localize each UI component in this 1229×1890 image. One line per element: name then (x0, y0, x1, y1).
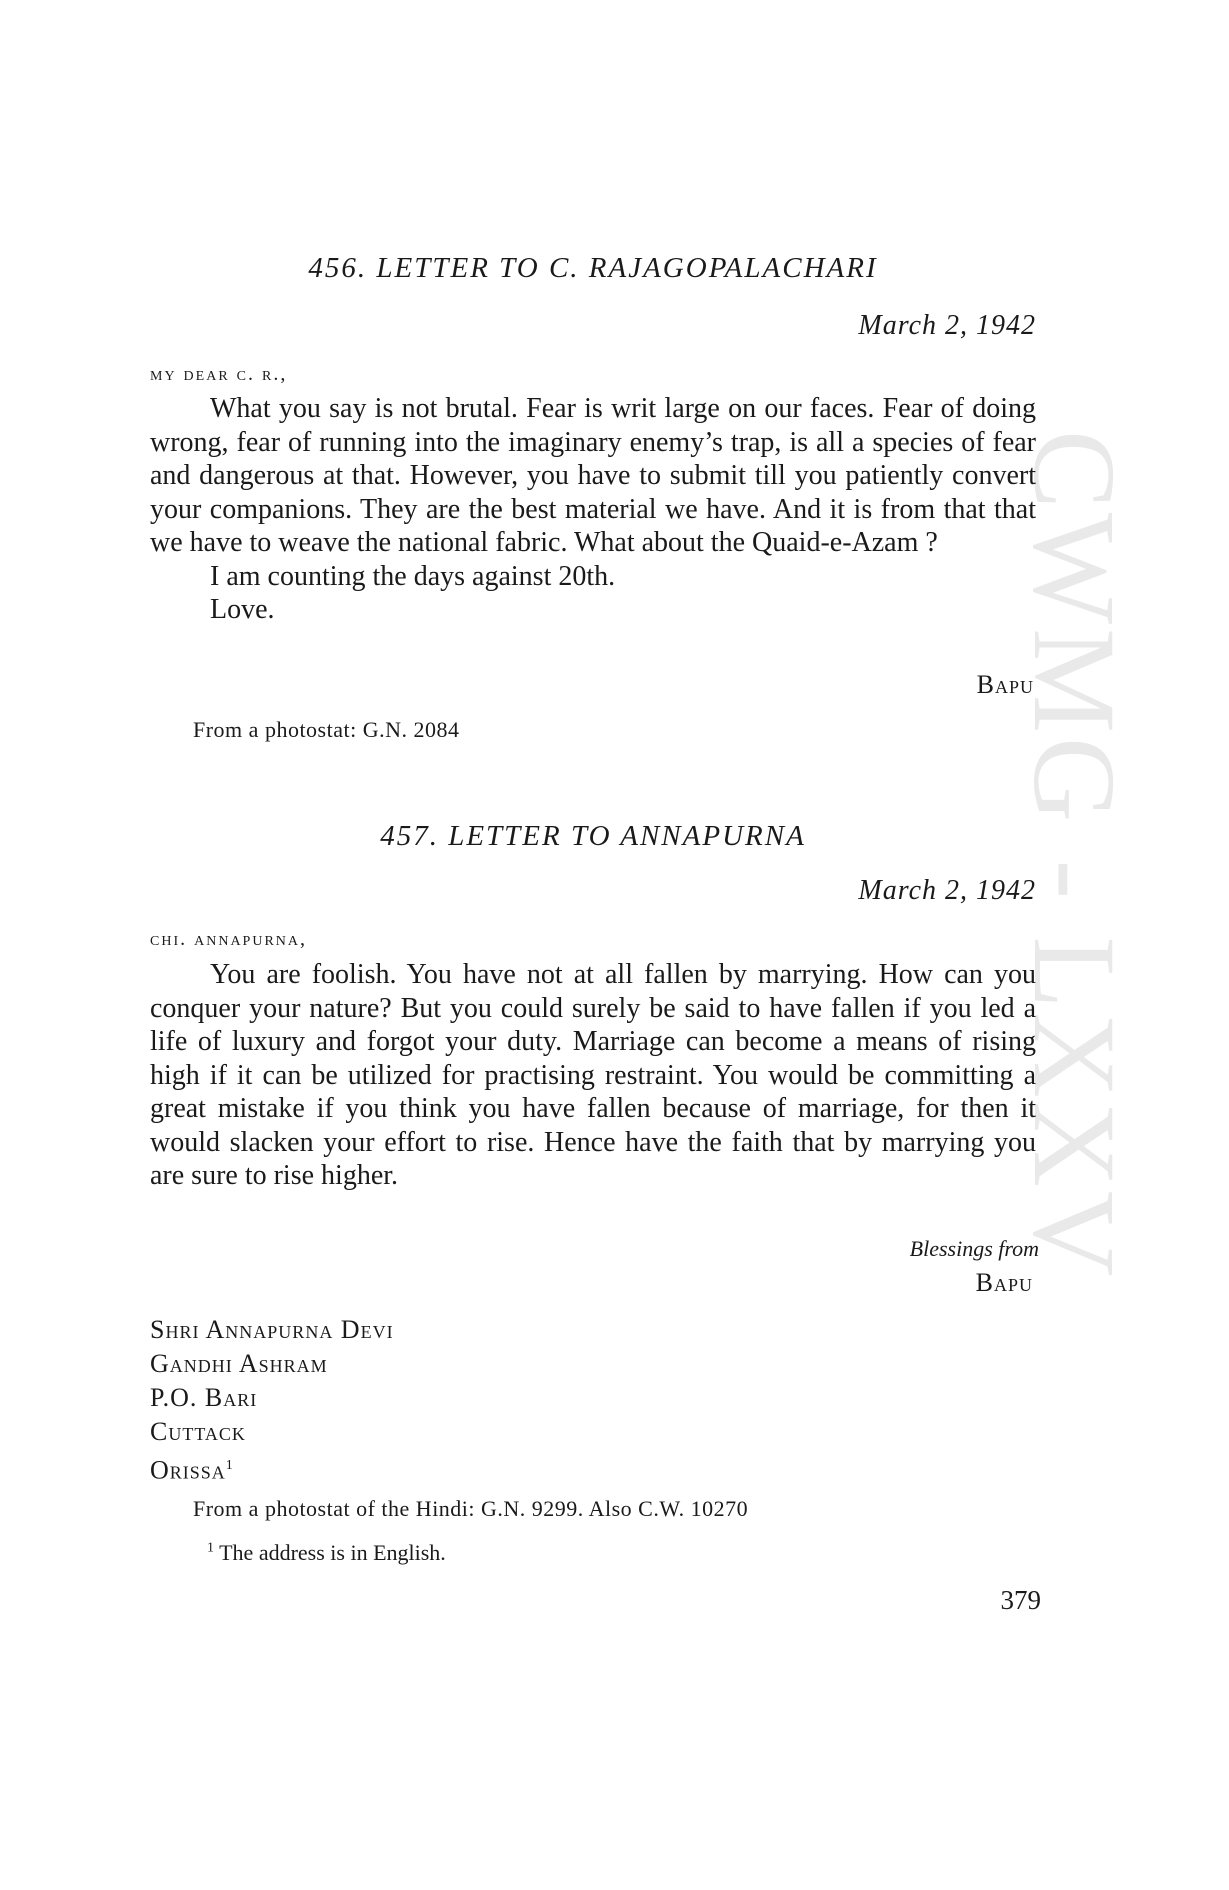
footnote-text: The address is in English. (219, 1540, 446, 1565)
address-line: Orissa$^1$ (150, 1455, 234, 1485)
page-number: 379 (1000, 1585, 1041, 1615)
letter-1-date: March 2, 1942 (858, 310, 1036, 341)
footnote-marker: 1 (225, 1458, 234, 1473)
address-line: Gandhi Ashram (150, 1349, 328, 1378)
letter-2-salutation: chi. annapurna, (150, 928, 308, 950)
letter-1-heading: 456. LETTER TO C. RAJAGOPALACHARI (308, 252, 878, 284)
address-line: Cuttack (150, 1417, 246, 1446)
address-line: P.O. Bari (150, 1383, 258, 1412)
letter-1-signature: Bapu (976, 670, 1034, 699)
footnote (207, 1540, 446, 1566)
letter-2-date: March 2, 1942 (858, 875, 1036, 906)
letter-1-paragraph: I am counting the days against 20th. (210, 560, 616, 592)
letter-2-blessings: Blessings from (909, 1236, 1039, 1261)
letter-2-address (150, 1313, 394, 1488)
footnote-number: 1 (207, 1540, 214, 1556)
letter-2-body (150, 958, 1036, 1193)
letter-2-heading: 457. LETTER TO ANNAPURNA (380, 820, 806, 852)
letter-1-source: From a photostat: G.N. 2084 (193, 717, 460, 742)
letter-1-salutation: my dear c. r., (150, 363, 288, 385)
address-line: Shri Annapurna Devi (150, 1315, 394, 1344)
letter-2-source: From a photostat of the Hindi: G.N. 9299. Also C.W. 10270 (193, 1496, 749, 1521)
letter-1-body (150, 392, 1036, 627)
watermark-text: CWMG LXXV (1009, 430, 1125, 1281)
letter-1-paragraph: Love. (210, 594, 275, 625)
letter-1-paragraph: What you say is not brutal. Fear is writ large on our faces. Fear of doing wrong, fear of running into the imaginary enemy’s trap, is all a species of fear and dangerous at that. However, you have to submit till you patiently convert your companions. They are the best material we have. And it is from that that we have to weave the national fabric. What about the Quaid-e-Azam ? (150, 393, 1036, 558)
letter-2-signature: Bapu (975, 1268, 1033, 1297)
letter-2-paragraph: You are foolish. You have not at all fallen by marrying. How can you conquer your nature? But you could surely be said to have fallen if you led a life of luxury and forgot your duty. Marriage can become a means of rising high if it can be utilized for practising restraint. You would be committing a great mistake if you think you have fallen because of marriage, for then it would slacken your effort to rise. Hence have the faith that by marrying you are sure to rise higher. (150, 959, 1036, 1191)
